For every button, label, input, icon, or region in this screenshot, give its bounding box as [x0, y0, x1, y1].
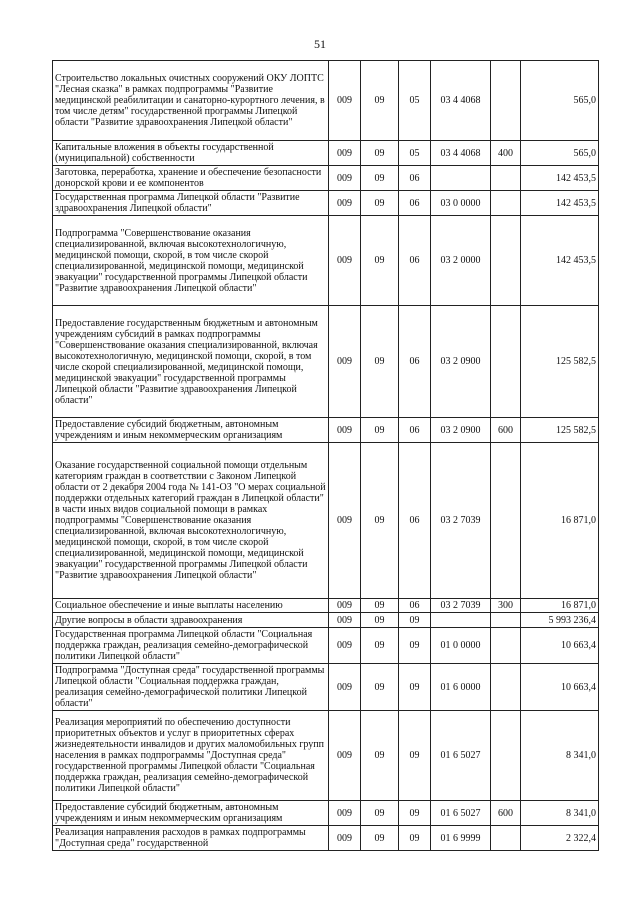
section-code: 09 [361, 216, 399, 306]
target-article-code: 01 6 5027 [431, 801, 491, 826]
table-row [53, 711, 599, 801]
table-row [53, 826, 599, 851]
expense-type-code: 600 [491, 801, 521, 826]
target-article-code: 03 2 0900 [431, 418, 491, 443]
subsection-code: 09 [399, 664, 431, 711]
table-row [53, 141, 599, 166]
amount: 142 453,5 [521, 216, 599, 306]
section-code: 09 [361, 599, 399, 613]
target-article-code: 03 2 0000 [431, 216, 491, 306]
row-name: Предоставление государственным бюджетным и автономным учреждениям субсидий в рамках подпрограммы "Совершенствование оказания специализированной, включая высокотехнологичную, медицинской помощи, скорой, в том числе скорой специализированной, медицинской помощи, медицинской эвакуации" государственной программы Липецкой области "Развитие здравоохранения Липецкой области" [53, 306, 329, 418]
subsection-code: 06 [399, 166, 431, 191]
subsection-code: 09 [399, 613, 431, 628]
target-article-code [431, 613, 491, 628]
table-row [53, 216, 599, 306]
subsection-code: 06 [399, 599, 431, 613]
row-name: Реализация мероприятий по обеспечению доступности приоритетных объектов и услуг в приоритетных сферах жизнедеятельности инвалидов и других маломобильных групп населения в рамках подпрограммы "Доступная среда" государственной программы Липецкой области "Социальная поддержка граждан, реализация семейно-демографической политики Липецкой области" [53, 711, 329, 801]
expense-type-code [491, 306, 521, 418]
amount: 565,0 [521, 141, 599, 166]
target-article-code: 01 6 5027 [431, 711, 491, 801]
subsection-code: 09 [399, 826, 431, 851]
table-row [53, 628, 599, 664]
table-body [53, 61, 599, 851]
amount: 16 871,0 [521, 443, 599, 599]
amount: 10 663,4 [521, 628, 599, 664]
subsection-code: 09 [399, 628, 431, 664]
expense-type-code [491, 711, 521, 801]
target-article-code: 03 2 0900 [431, 306, 491, 418]
expense-type-code [491, 826, 521, 851]
section-code: 09 [361, 306, 399, 418]
section-code: 09 [361, 443, 399, 599]
subsection-code: 09 [399, 801, 431, 826]
table-row [53, 61, 599, 141]
target-article-code: 03 2 7039 [431, 443, 491, 599]
section-code: 09 [361, 166, 399, 191]
table-row [53, 443, 599, 599]
target-article-code: 01 0 0000 [431, 628, 491, 664]
ministry-code: 009 [329, 418, 361, 443]
row-name: Подпрограмма "Доступная среда" государственной программы Липецкой области "Социальная поддержка граждан, реализация семейно-демографической политики Липецкой области" [53, 664, 329, 711]
ministry-code: 009 [329, 141, 361, 166]
ministry-code: 009 [329, 826, 361, 851]
section-code: 09 [361, 664, 399, 711]
ministry-code: 009 [329, 443, 361, 599]
section-code: 09 [361, 801, 399, 826]
expense-type-code [491, 443, 521, 599]
expense-type-code: 400 [491, 141, 521, 166]
subsection-code: 06 [399, 443, 431, 599]
ministry-code: 009 [329, 306, 361, 418]
subsection-code: 05 [399, 141, 431, 166]
row-name: Социальное обеспечение и иные выплаты населению [53, 599, 329, 613]
amount: 16 871,0 [521, 599, 599, 613]
subsection-code: 06 [399, 418, 431, 443]
table-row [53, 664, 599, 711]
expense-type-code [491, 664, 521, 711]
amount: 142 453,5 [521, 166, 599, 191]
target-article-code: 03 4 4068 [431, 61, 491, 141]
subsection-code: 06 [399, 191, 431, 216]
amount: 8 341,0 [521, 711, 599, 801]
target-article-code [431, 166, 491, 191]
amount: 2 322,4 [521, 826, 599, 851]
target-article-code: 03 2 7039 [431, 599, 491, 613]
ministry-code: 009 [329, 711, 361, 801]
row-name: Оказание государственной социальной помощи отдельным категориям граждан в соответствии с Законом Липецкой области от 2 декабря 2004 года № 141-ОЗ "О мерах социальной поддержки отдельных категорий граждан в Липецкой области" в части иных видов социальной помощи в рамках подпрограммы "Совершенствование оказания специализированной, включая высокотехнологичную, медицинской помощи, скорой, в том числе скорой специализированной, медицинской помощи, медицинской эвакуации" государственной программы Липецкой области "Развитие здравоохранения Липецкой области" [53, 443, 329, 599]
target-article-code: 01 6 0000 [431, 664, 491, 711]
ministry-code: 009 [329, 599, 361, 613]
section-code: 09 [361, 628, 399, 664]
expense-type-code [491, 613, 521, 628]
row-name: Предоставление субсидий бюджетным, автономным учреждениям и иным некоммерческим организациям [53, 418, 329, 443]
expense-type-code [491, 216, 521, 306]
row-name: Капитальные вложения в объекты государственной (муниципальной) собственности [53, 141, 329, 166]
section-code: 09 [361, 613, 399, 628]
amount: 142 453,5 [521, 191, 599, 216]
target-article-code: 03 4 4068 [431, 141, 491, 166]
table-row [53, 191, 599, 216]
amount: 125 582,5 [521, 418, 599, 443]
expense-type-code: 300 [491, 599, 521, 613]
subsection-code: 05 [399, 61, 431, 141]
row-name: Государственная программа Липецкой области "Развитие здравоохранения Липецкой области" [53, 191, 329, 216]
ministry-code: 009 [329, 166, 361, 191]
budget-table [52, 60, 599, 851]
table-row [53, 306, 599, 418]
amount: 10 663,4 [521, 664, 599, 711]
row-name: Строительство локальных очистных сооружений ОКУ ЛОПТС "Лесная сказка" в рамках подпрограммы "Развитие медицинской реабилитации и санаторно-курортного лечения, в том числе детям" государственной программы Липецкой области "Развитие здравоохранения Липецкой области" [53, 61, 329, 141]
expense-type-code [491, 166, 521, 191]
subsection-code: 06 [399, 306, 431, 418]
subsection-code: 06 [399, 216, 431, 306]
expense-type-code [491, 628, 521, 664]
ministry-code: 009 [329, 216, 361, 306]
ministry-code: 009 [329, 191, 361, 216]
section-code: 09 [361, 141, 399, 166]
ministry-code: 009 [329, 61, 361, 141]
target-article-code: 01 6 9999 [431, 826, 491, 851]
row-name: Другие вопросы в области здравоохранения [53, 613, 329, 628]
amount: 8 341,0 [521, 801, 599, 826]
table-row [53, 418, 599, 443]
amount: 5 993 236,4 [521, 613, 599, 628]
subsection-code: 09 [399, 711, 431, 801]
row-name: Реализация направления расходов в рамках подпрограммы "Доступная среда" государственной [53, 826, 329, 851]
section-code: 09 [361, 711, 399, 801]
section-code: 09 [361, 191, 399, 216]
row-name: Подпрограмма "Совершенствование оказания специализированной, включая высокотехнологичную, медицинской помощи, скорой, в том числе скорой специализированной, медицинской помощи, медицинской эвакуации" государственной программы Липецкой области "Развитие здравоохранения Липецкой области" [53, 216, 329, 306]
row-name: Заготовка, переработка, хранение и обеспечение безопасности донорской крови и ее компонентов [53, 166, 329, 191]
section-code: 09 [361, 826, 399, 851]
ministry-code: 009 [329, 801, 361, 826]
section-code: 09 [361, 61, 399, 141]
expense-type-code [491, 191, 521, 216]
table-row [53, 166, 599, 191]
ministry-code: 009 [329, 628, 361, 664]
page-number: 51 [314, 37, 326, 51]
ministry-code: 009 [329, 613, 361, 628]
amount: 125 582,5 [521, 306, 599, 418]
row-name: Государственная программа Липецкой области "Социальная поддержка граждан, реализация семейно-демографической политики Липецкой области" [53, 628, 329, 664]
amount: 565,0 [521, 61, 599, 141]
table-row [53, 613, 599, 628]
table-row [53, 801, 599, 826]
table-row [53, 599, 599, 613]
row-name: Предоставление субсидий бюджетным, автономным учреждениям и иным некоммерческим организациям [53, 801, 329, 826]
ministry-code: 009 [329, 664, 361, 711]
expense-type-code [491, 61, 521, 141]
target-article-code: 03 0 0000 [431, 191, 491, 216]
expense-type-code: 600 [491, 418, 521, 443]
section-code: 09 [361, 418, 399, 443]
